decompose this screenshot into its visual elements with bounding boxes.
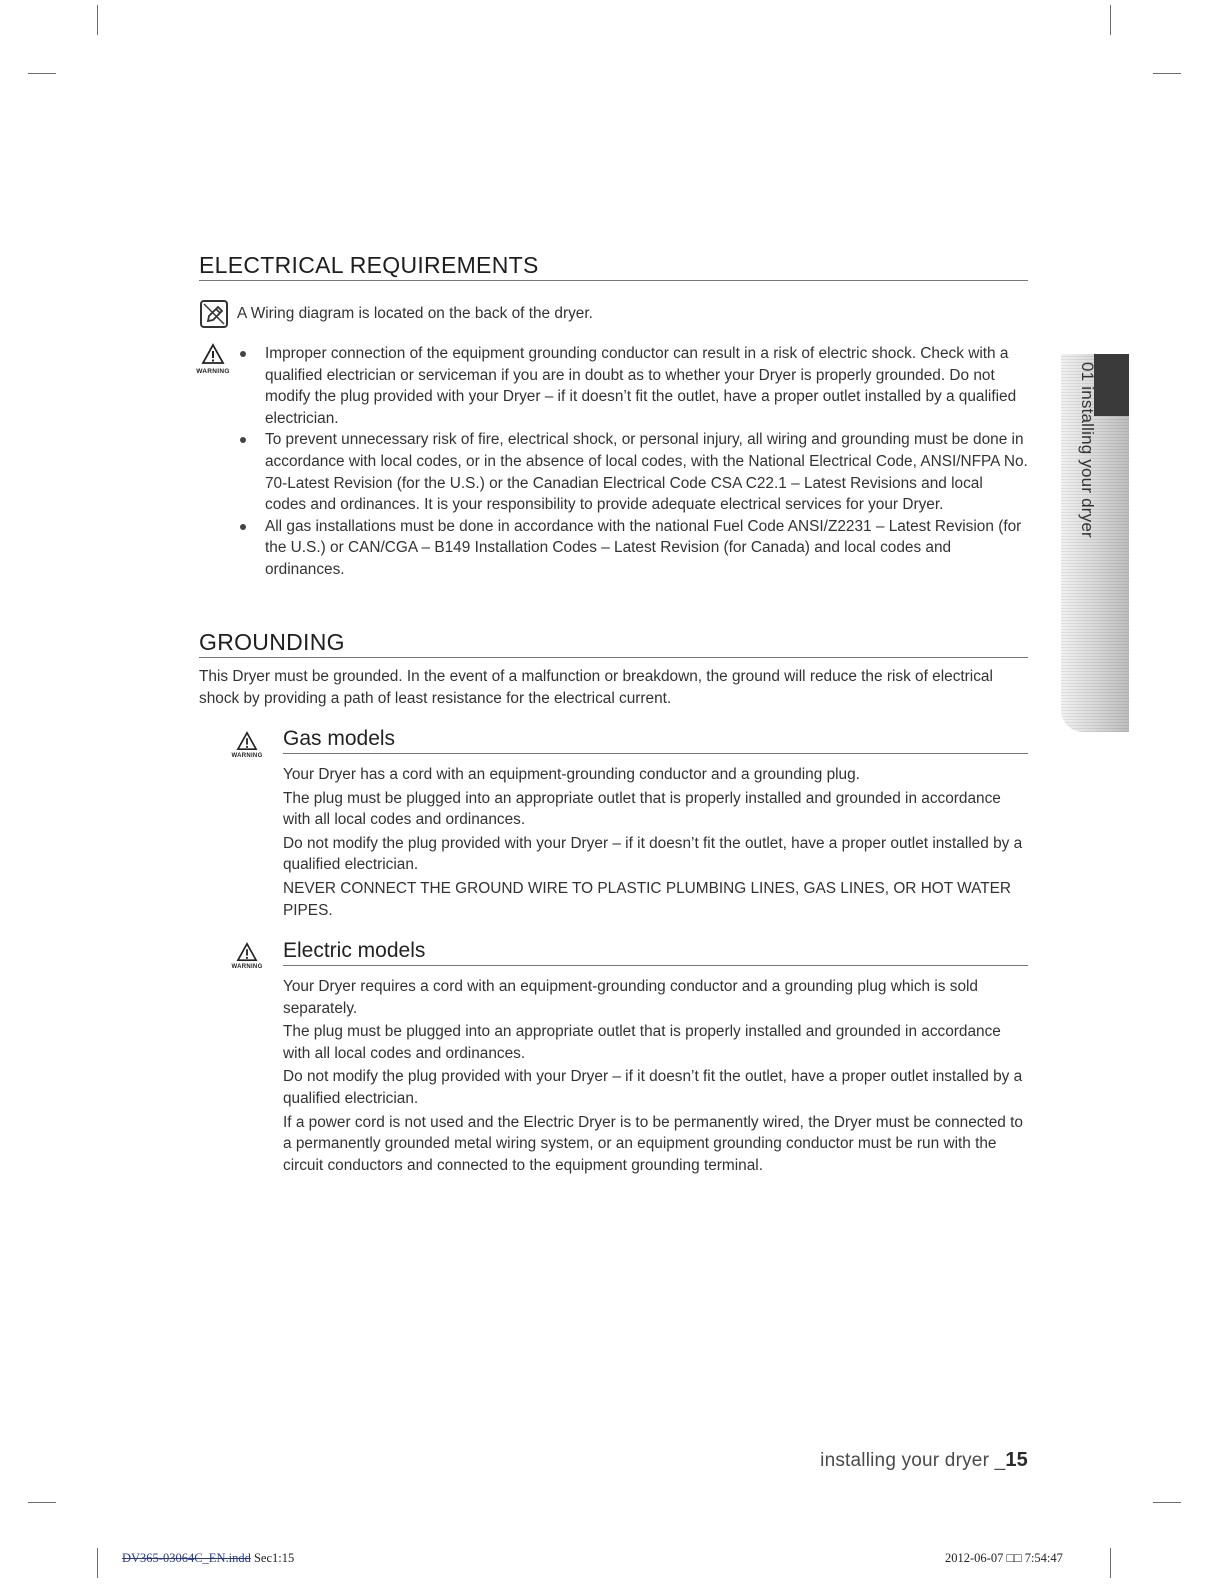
electric-models-text bbox=[283, 976, 1028, 1178]
warning-triangle-icon bbox=[201, 343, 225, 365]
electrical-heading: ELECTRICAL REQUIREMENTS bbox=[199, 252, 1028, 281]
paragraph: Your Dryer has a cord with an equipment-grounding conductor and a grounding plug. bbox=[283, 766, 860, 783]
slug-filename: DV365-03064C_EN.indd bbox=[122, 1551, 251, 1565]
slug-date: 2012-06-07 bbox=[945, 1551, 1004, 1565]
slug-section: Sec1:15 bbox=[253, 1551, 295, 1565]
footer-section: installing your dryer _ bbox=[820, 1450, 1006, 1471]
crop-mark bbox=[1110, 5, 1111, 35]
electrical-bullet-list bbox=[193, 343, 1028, 581]
warning-label: WARNING bbox=[231, 964, 263, 970]
grounding-intro: This Dryer must be grounded. In the event of a malfunction or breakdown, the ground will reduce the risk of electrical shock by providing a path of least resistance for the electrical current. bbox=[199, 668, 993, 707]
slug-glyphs: □□ bbox=[1006, 1551, 1022, 1565]
chapter-tab-label: 01 installing your dryer bbox=[1078, 362, 1097, 538]
page-number: 15 bbox=[1005, 1449, 1028, 1471]
paragraph: NEVER CONNECT THE GROUND WIRE TO PLASTIC PLUMBING LINES, GAS LINES, OR HOT WATER PIPES. bbox=[283, 879, 1012, 919]
list-item: All gas installations must be done in accordance with the national Fuel Code ANSI/Z2231 – Latest Revision (for the U.S.) or CAN/CGA – B149 Installation Codes – Latest Revision (for Canada) and local codes and ordinances. bbox=[265, 516, 1028, 581]
gas-models-text bbox=[283, 764, 1028, 923]
note-pencil-icon bbox=[199, 299, 229, 329]
note bbox=[199, 299, 593, 329]
list-item: To prevent unnecessary risk of fire, electrical shock, or personal injury, all wiring and grounding must be done in accordance with local codes, or in the absence of local codes, with the National Electrical Code, ANSI/NFPA No. 70-Latest Revision (for the U.S.) or the Canadian Electrical Code CSA C22.1 – Latest Revisions and local codes and ordinances. It is your responsibility to provide adequate electrical services for your Dryer. bbox=[265, 429, 1028, 515]
chapter-tab-marker bbox=[1094, 354, 1129, 416]
paragraph: Your Dryer requires a cord with an equipment-grounding conductor and a grounding plug which is sold separately. bbox=[283, 978, 978, 1017]
print-slug-date bbox=[945, 1551, 1063, 1566]
list-item: Improper connection of the equipment grounding conductor can result in a risk of electric shock. Check with a qualified electrician or serviceman if you are in doubt as to whether your Dryer is properly grounded. Do not modify the plug provided with your Dryer – if it doesn’t fit the outlet, have a proper outlet installed by a qualified electrician. bbox=[265, 343, 1028, 429]
crop-mark bbox=[1153, 73, 1181, 74]
warning-badge bbox=[193, 343, 233, 375]
electric-models-heading: Electric models bbox=[283, 939, 1028, 966]
warning-badge bbox=[231, 942, 263, 970]
paragraph: Do not modify the plug provided with your Dryer – if it doesn’t fit the outlet, have a proper outlet installed by a qualified electrician. bbox=[283, 1068, 1023, 1107]
paragraph: The plug must be plugged into an appropriate outlet that is properly installed and grounded in accordance with all local codes and ordinances. bbox=[283, 1023, 1001, 1062]
crop-mark bbox=[1110, 1548, 1111, 1578]
chapter-side-tab bbox=[1061, 354, 1129, 732]
warning-triangle-icon bbox=[236, 942, 258, 962]
warning-label: WARNING bbox=[196, 368, 230, 375]
warning-label: WARNING bbox=[231, 753, 263, 759]
paragraph: The plug must be plugged into an appropriate outlet that is properly installed and grounded in accordance with all local codes and ordinances. bbox=[283, 789, 1001, 829]
note-text: A Wiring diagram is located on the back of the dryer. bbox=[237, 305, 593, 323]
paragraph: Do not modify the plug provided with your Dryer – if it doesn’t fit the outlet, have a proper outlet installed by a qualified electrician. bbox=[283, 834, 1023, 874]
warning-badge bbox=[231, 731, 263, 759]
crop-mark bbox=[1153, 1502, 1181, 1503]
slug-time: 7:54:47 bbox=[1024, 1551, 1063, 1565]
crop-mark bbox=[97, 1548, 98, 1578]
page-footer bbox=[820, 1449, 1028, 1472]
crop-mark bbox=[28, 1502, 56, 1503]
electrical-warning bbox=[193, 343, 1028, 581]
crop-mark bbox=[97, 5, 98, 35]
paragraph: If a power cord is not used and the Electric Dryer is to be permanently wired, the Dryer must be connected to a permanently grounded metal wiring system, or an equipment grounding conductor must be run with the circuit conductors and connected to the equipment grounding terminal. bbox=[283, 1113, 1023, 1174]
print-slug-file bbox=[122, 1551, 294, 1566]
grounding-heading: GROUNDING bbox=[199, 629, 1028, 658]
warning-triangle-icon bbox=[236, 731, 258, 751]
gas-models-heading: Gas models bbox=[283, 727, 1028, 754]
crop-mark bbox=[28, 73, 56, 74]
